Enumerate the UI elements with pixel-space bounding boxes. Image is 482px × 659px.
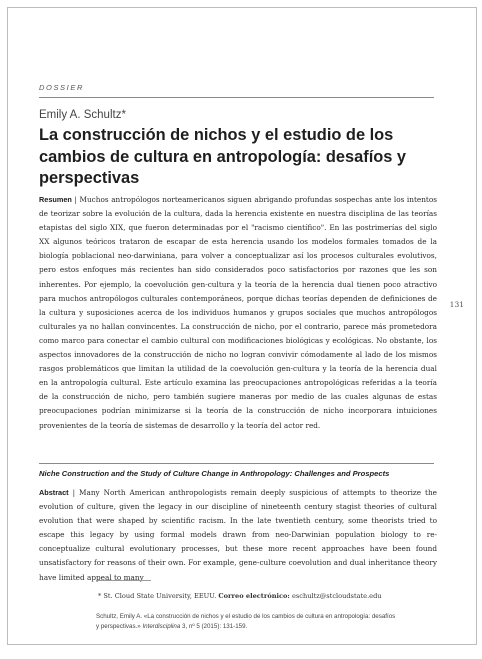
citation-journal: Interdisciplina (142, 622, 181, 630)
footnote-email-label: Correo electrónico: (218, 592, 290, 600)
footnote-affiliation: * St. Cloud State University, EEUU. (98, 592, 217, 600)
abstract-en-text: | Many North American anthropologists remain deeply suspicious of attempts to theorize the evolution of culture, given the legacy in our discipline of nineteenth century stagist theories of cultural evolution that were shaped by scientific racism. In the late twentieth century, some theorists tried to escape this legacy by using formal models drawn from neo-Darwinian population biology to re-conceptualize cultural evolutionary processes, but these more recent approaches have been found unsatisfactory for reasons of their own. For example, gene-culture coevolution and dual inheritance theory have limited appeal to many (39, 488, 437, 582)
footnote (98, 592, 382, 600)
abstract-es-label: Resumen (39, 195, 72, 204)
section-rule (39, 463, 434, 464)
footnote-email[interactable]: eschultz@stcloudstate.edu (291, 592, 382, 600)
abstract-es-text: | Muchos antropólogos norteamericanos siguen abrigando profundas sospechas ante los intentos de teorizar sobre la evolución de la cultura, dada la herencia existente en nuestra disciplina de las teorías etapistas del siglo XIX, que fueron determinadas por el "racismo científico". En las postrimerías del siglo XX algunos teóricos trataron de escapar de esta herencia usando los modelos formales tomados de la biología poblacional neo-darwiniana, para volver a conceptualizar así los procesos culturales evolutivos, pero estos enfoques más recientes han sido considerados poco satisfactorios por razones que les son inherentes. Por ejemplo, la coevolución gen-cultura y la teoría de la herencia dual tienen poco atractivo para muchos antropólogos culturales contemporáneos, porque dichas teorías dependen de definiciones de la cultura y suposiciones acerca de los individuos humanos y grupos sociales que muchos antropólogos culturales ya no hallan convincentes. La construcción de nicho, por el contrario, parece más prometedora como marco para conectar el cambio cultural con modificaciones biológicas y ecológicas. No obstante, los aspectos innovadores de la construcción de nicho no logran convivir cómodamente al lado de los mismos rasgos problemáticos que limitan la utilidad de la coevolución gen-cultura y la teoría de la herencia dual en la antropología cultural. Este artículo examina las preocupaciones antropológicas referidas a la teoría de la construcción de nicho, pero también sugiere maneras por medio de las cuales algunas de estas preocupaciones podrían minimizarse si la teoría de la construcción de nicho incorporara intuiciones provenientes de la teoría de sistemas de desarrollo y la teoría del actor red. (39, 195, 437, 430)
citation-prefix: Schultz, Emily A. «La construcción de nichos y el estudio de los cambios de cultura en antropología: desafíos y perspectivas.» (96, 613, 396, 630)
citation-suffix: 3, nº 5 (2015): 131-159. (182, 622, 248, 630)
abstract-es (39, 193, 437, 433)
journal-page (7, 7, 477, 645)
section-label: DOSSIER (39, 83, 84, 92)
author-name: Emily A. Schultz* (39, 109, 126, 121)
abstract-en (39, 486, 437, 585)
header-rule (39, 97, 434, 98)
english-title: Niche Construction and the Study of Culture Change in Anthropology: Challenges and Prospects (39, 469, 390, 478)
page-number: 131 (449, 300, 464, 309)
article-title: La construcción de nichos y el estudio de los cambios de cultura en antropología: desafíos y perspectivas (39, 126, 407, 187)
abstract-en-label: Abstract (39, 488, 69, 497)
footnote-rule (96, 580, 151, 581)
citation (96, 612, 396, 631)
